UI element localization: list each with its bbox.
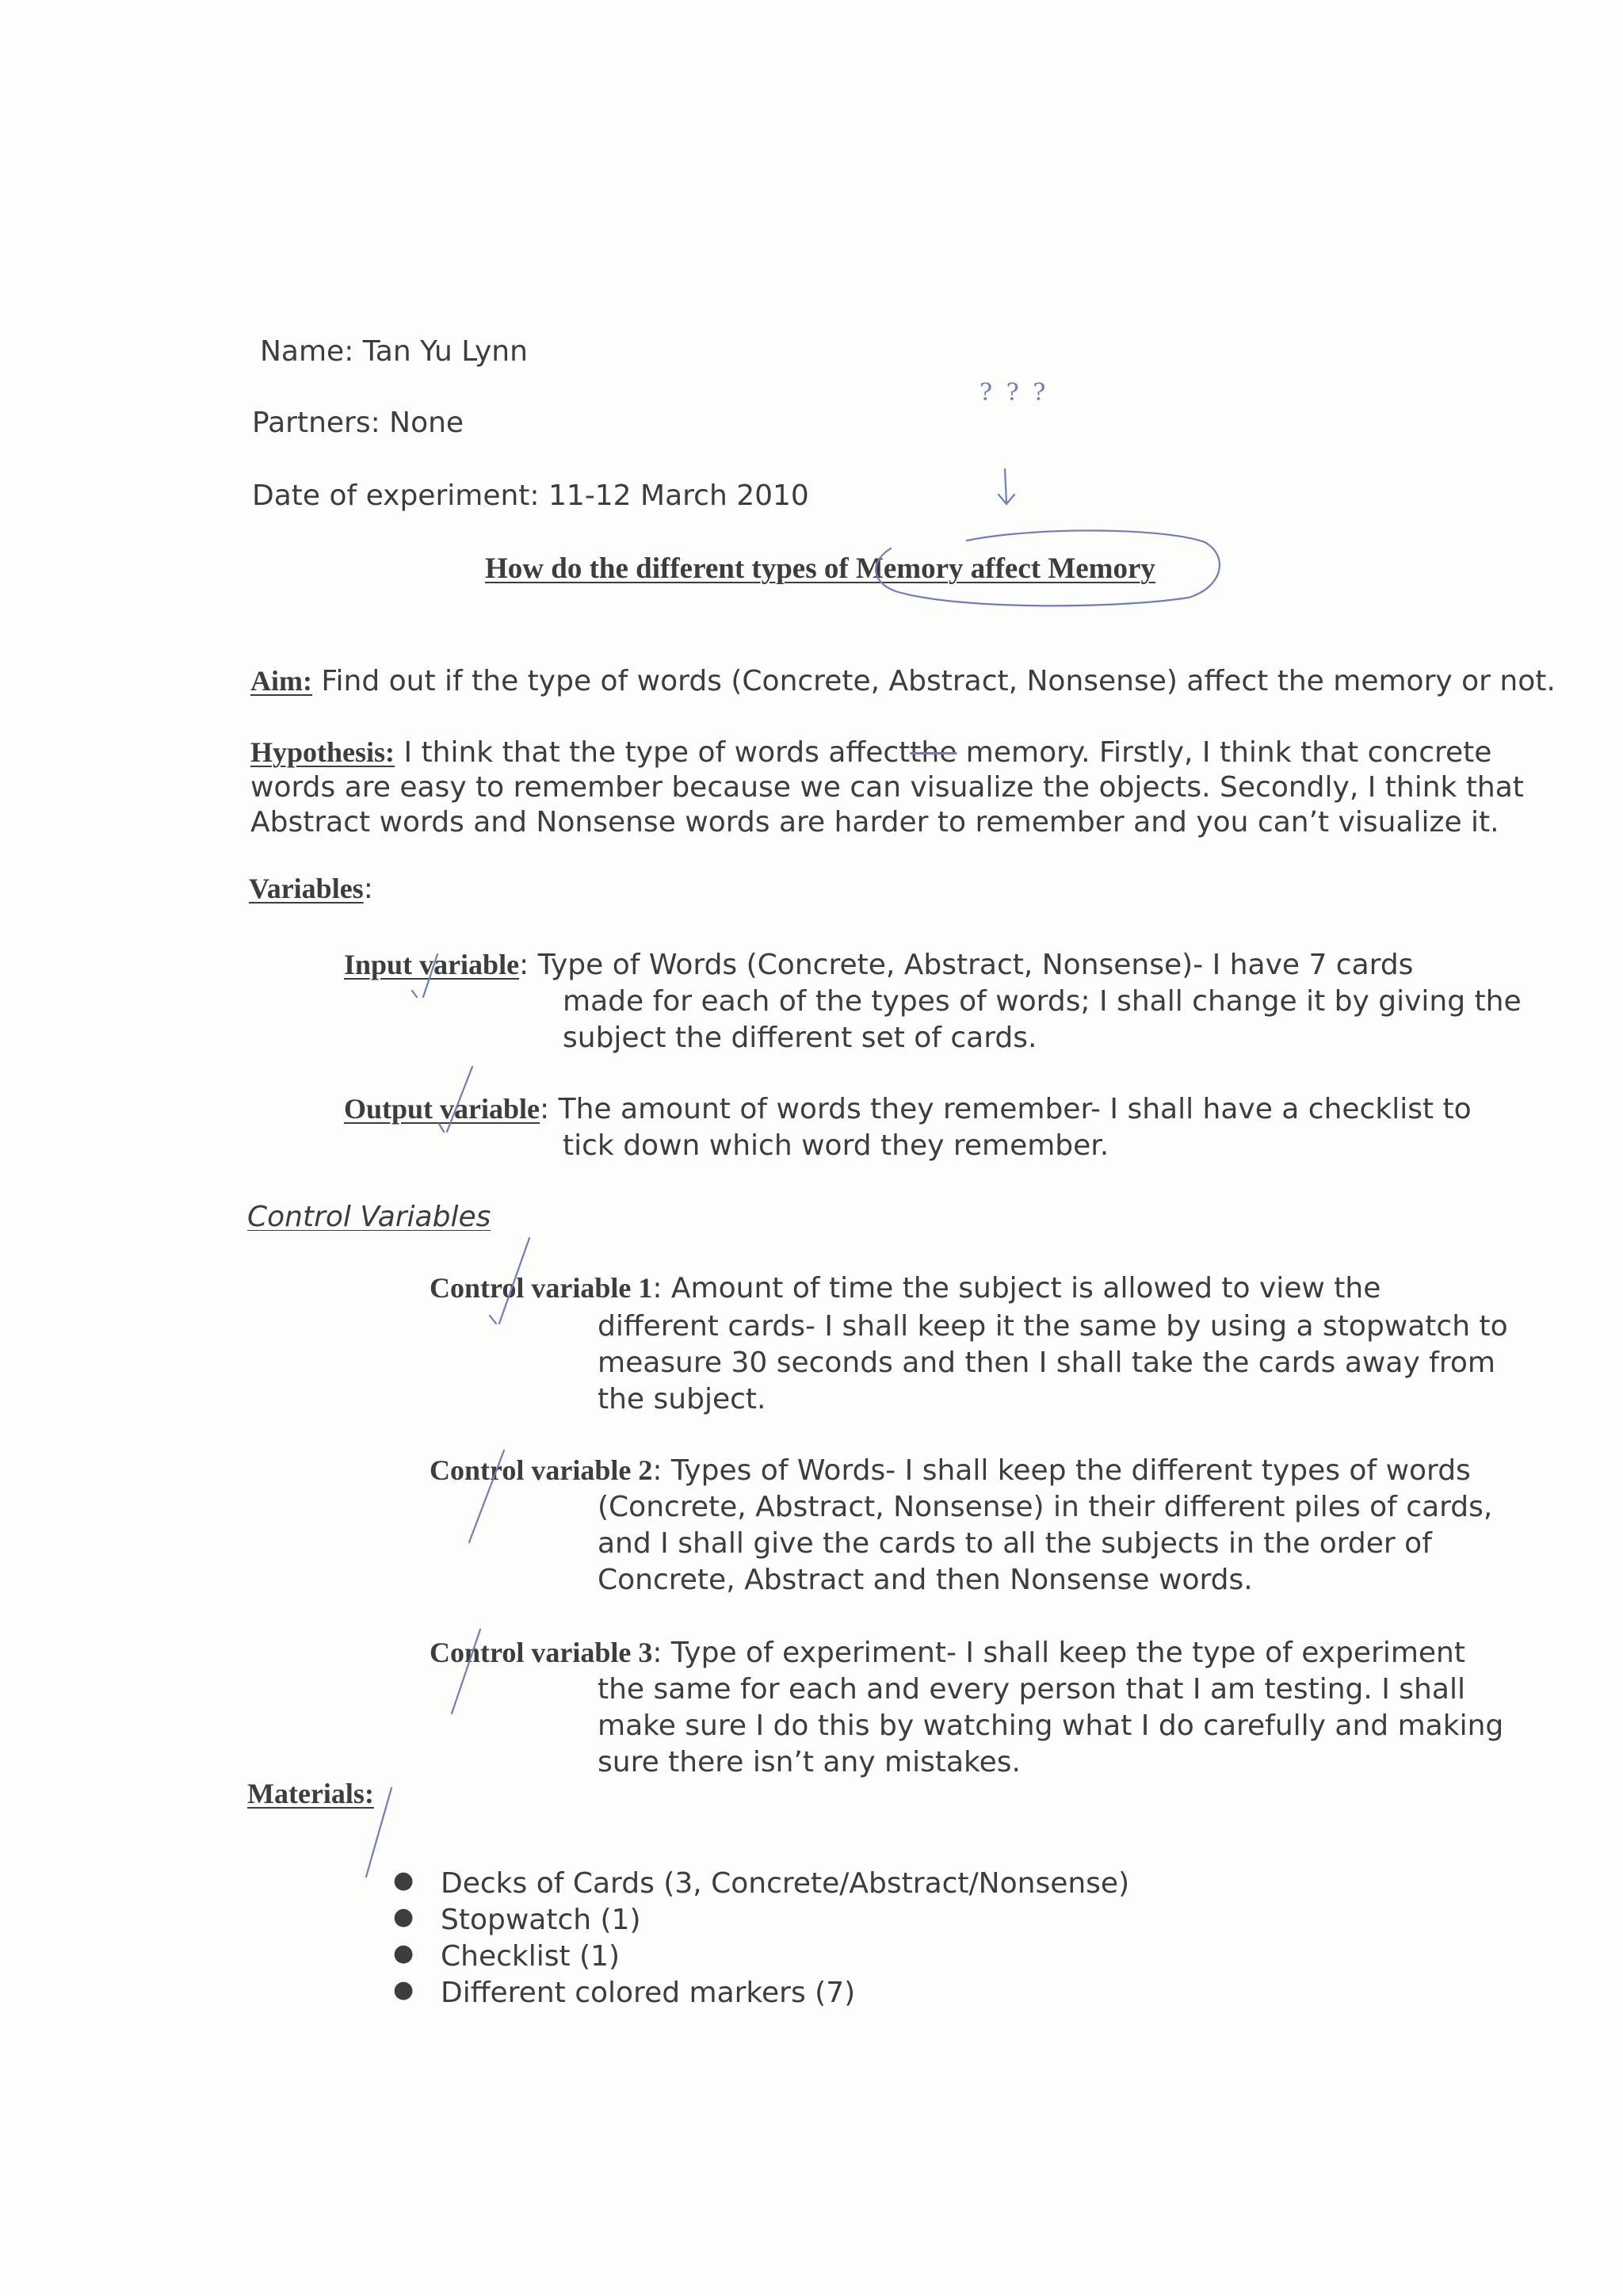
- output-variable-line-2: tick down which word they remember.: [563, 1129, 1109, 1162]
- partners-line: Partners: None: [252, 407, 464, 439]
- control-variable-3-label: Control variable 3: [430, 1637, 653, 1668]
- input-variable-line-1: [344, 948, 1413, 982]
- hypothesis-line-1: [250, 735, 1491, 770]
- circle-annotation: [864, 507, 1220, 618]
- input-variable-label: Input variable: [344, 949, 520, 980]
- check-mark-icon: [441, 1625, 504, 1728]
- control-variable-2-line-1: [430, 1454, 1471, 1488]
- aim-label: Aim:: [250, 665, 312, 697]
- variables-heading: [249, 872, 373, 906]
- output-variable-line-1: [344, 1092, 1472, 1126]
- control-variable-1-label: Control variable 1: [430, 1272, 653, 1304]
- bullet-icon: ●: [393, 1903, 414, 1931]
- control-variable-3-line-1: [430, 1636, 1465, 1670]
- bullet-icon: ●: [393, 1866, 414, 1894]
- input-variable-line-2: made for each of the types of words; I shall change it by giving the: [563, 985, 1522, 1018]
- list-item: [393, 1866, 1130, 1901]
- control-variable-2-line-4: Concrete, Abstract and then Nonsense words.: [598, 1564, 1253, 1596]
- control-variable-3-text: : Type of experiment- I shall keep the type of experiment: [652, 1637, 1465, 1669]
- check-mark-icon: [406, 951, 453, 1007]
- check-mark-icon: [425, 1064, 488, 1151]
- materials-item-text: Different colored markers (7): [441, 1977, 856, 2009]
- struck-word: the: [910, 736, 957, 769]
- materials-item-text: Stopwatch (1): [441, 1904, 641, 1936]
- control-variable-3-line-2: the same for each and every person that I am testing. I shall: [598, 1673, 1465, 1706]
- control-variable-2-text: : Types of Words- I shall keep the different types of words: [652, 1454, 1471, 1487]
- hypothesis-line-3: Abstract words and Nonsense words are harder to remember and you can’t visualize it.: [250, 806, 1499, 839]
- page-title: How do the different types of Memory affect Memory: [485, 552, 1155, 585]
- control-variable-1-text: : Amount of time the subject is allowed to view the: [652, 1272, 1381, 1305]
- handwritten-question-marks: ? ? ?: [980, 379, 1049, 407]
- control-variables-heading: Control Variables: [247, 1201, 491, 1233]
- hypothesis-label: Hypothesis:: [250, 736, 395, 768]
- list-item: [393, 1939, 621, 1974]
- input-variable-line-3: subject the different set of cards.: [563, 1022, 1037, 1054]
- hypothesis-text-1a: I think that the type of words affect: [395, 736, 911, 769]
- check-mark-icon: [458, 1444, 521, 1555]
- control-variable-2-line-2: (Concrete, Abstract, Nonsense) in their different piles of cards,: [598, 1491, 1493, 1523]
- hypothesis-line-2: words are easy to remember because we can visualize the objects. Secondly, I think that: [250, 771, 1524, 804]
- control-variable-3-line-3: make sure I do this by watching what I do carefully and making: [598, 1710, 1504, 1742]
- bullet-icon: ●: [393, 1939, 414, 1967]
- aim-line: [250, 664, 1556, 698]
- control-variable-1-line-4: the subject.: [598, 1383, 766, 1415]
- control-variable-2-line-3: and I shall give the cards to all the subjects in the order of: [598, 1527, 1432, 1560]
- control-variable-3-line-4: sure there isn’t any mistakes.: [598, 1746, 1021, 1778]
- aim-text: Find out if the type of words (Concrete, Abstract, Nonsense) affect the memory or not.: [311, 665, 1556, 697]
- control-variable-1-line-1: [430, 1271, 1381, 1305]
- materials-item-text: Decks of Cards (3, Concrete/Abstract/Nonsense): [441, 1867, 1130, 1900]
- date-line: Date of experiment: 11-12 March 2010: [252, 479, 809, 512]
- input-variable-text: : Type of Words (Concrete, Abstract, Nonsense)- I have 7 cards: [519, 949, 1414, 981]
- bullet-icon: ●: [393, 1976, 414, 2004]
- control-variable-2-label: Control variable 2: [430, 1454, 653, 1486]
- materials-item-text: Checklist (1): [441, 1940, 621, 1973]
- variables-label: Variables: [249, 873, 364, 904]
- check-mark-icon: [475, 1233, 539, 1336]
- output-variable-text: : The amount of words they remember- I shall have a checklist to: [540, 1093, 1472, 1125]
- materials-heading: Materials:: [247, 1778, 374, 1809]
- arrow-down-icon: [991, 468, 1022, 507]
- list-item: [393, 1902, 641, 1938]
- hypothesis-text-1b: memory. Firstly, I think that concrete: [957, 736, 1492, 769]
- list-item: [393, 1975, 856, 2011]
- control-variable-1-line-3: measure 30 seconds and then I shall take the cards away from: [598, 1347, 1495, 1379]
- output-variable-label: Output variable: [344, 1093, 540, 1125]
- control-variable-1-line-2: different cards- I shall keep it the same by using a stopwatch to: [598, 1310, 1508, 1343]
- variables-colon: :: [363, 873, 373, 905]
- name-line: Name: Tan Yu Lynn: [260, 335, 528, 368]
